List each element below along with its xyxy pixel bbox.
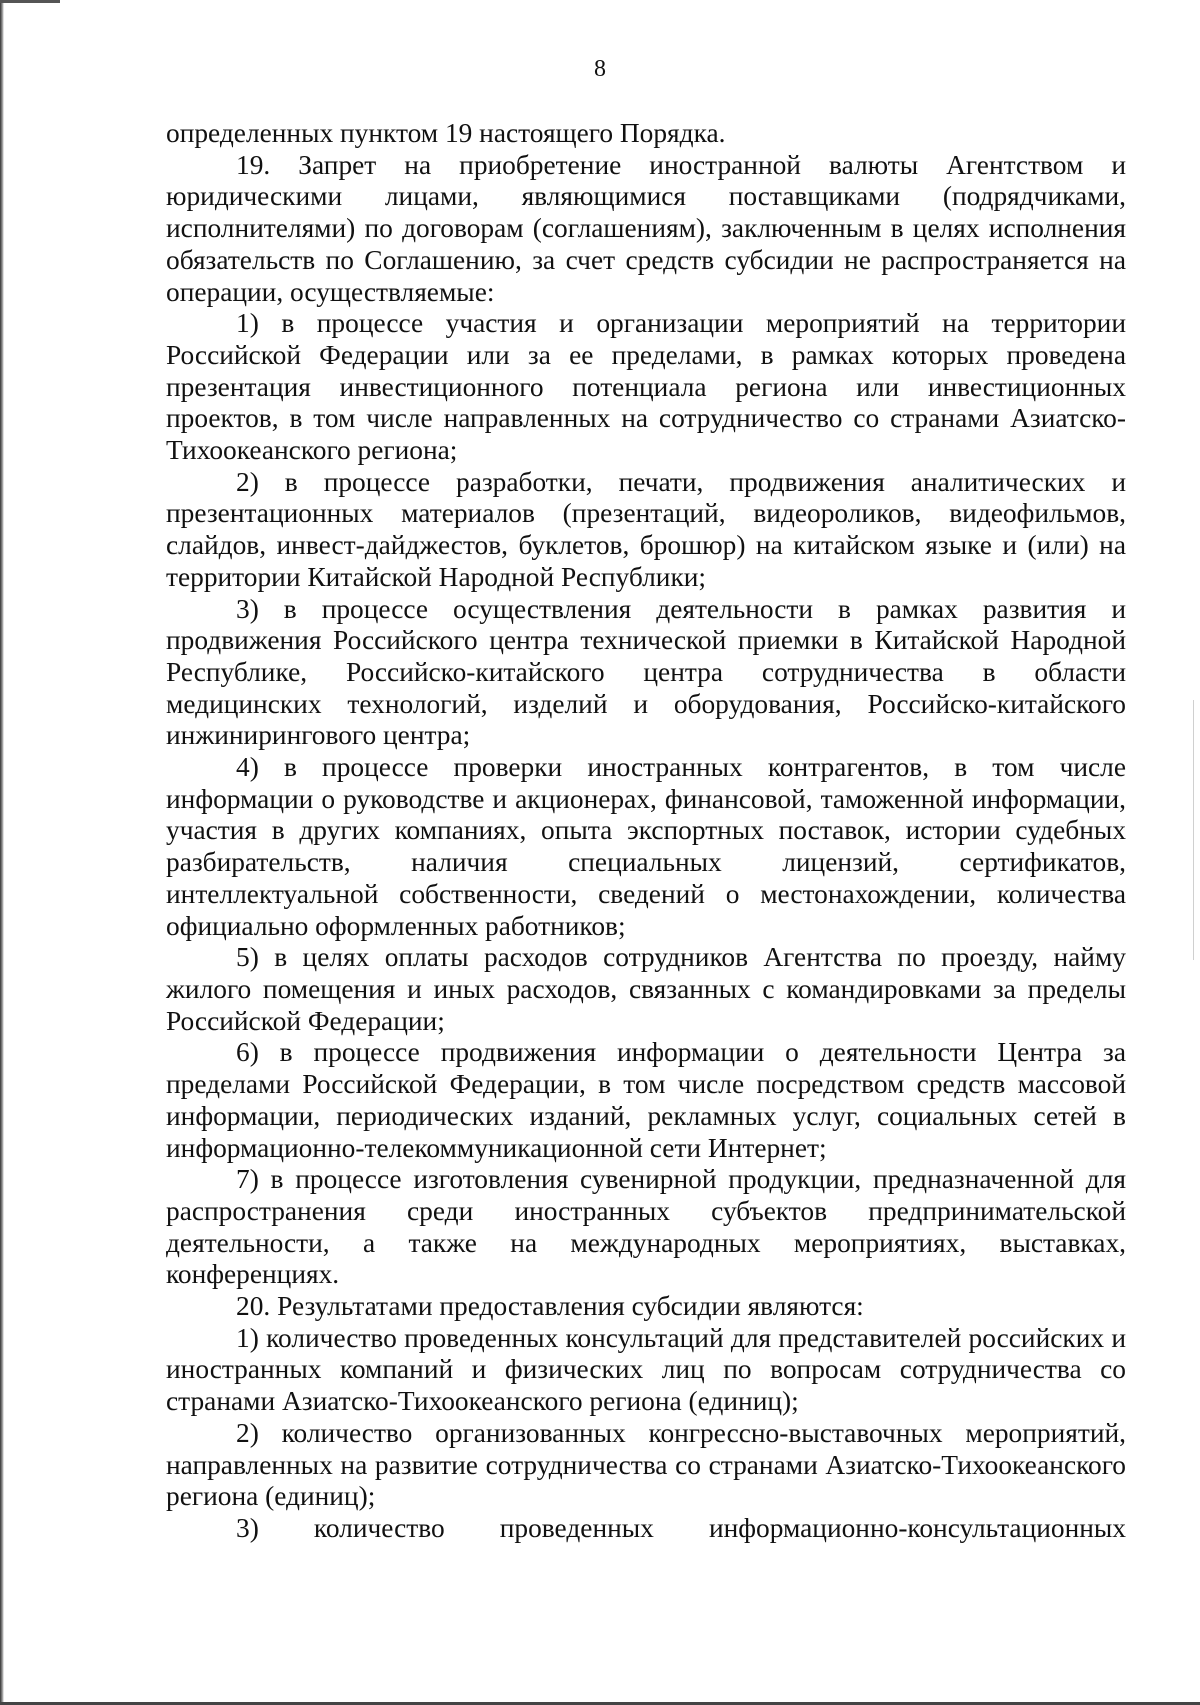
document-body	[166, 118, 1126, 1545]
list-item-19-2: 2) в процессе разработки, печати, продвижения аналитических и презентационных материалов (презентаций, видеороликов, видеофильмов, слайдов, инвест-дайджестов, буклетов, брошюр) на китайском языке и (или) на территории Китайской Народной Республики;	[166, 466, 1126, 592]
list-item-19-4: 4) в процессе проверки иностранных контрагентов, в том числе информации о руководстве и акционерах, финансовой, таможенной информации, участия в других компаниях, опыта экспортных поставок, истории судебных разбирательств, наличия специальных лицензий, сертификатов, интеллектуальной собственности, сведений о местонахождении, количества официально оформленных работников;	[166, 752, 1126, 941]
scan-edge-right	[1193, 700, 1194, 960]
list-item-20-2: 2) количество организованных конгрессно-выставочных мероприятий, направленных на развитие сотрудничества со странами Азиатско-Тихоокеанского региона (единиц);	[166, 1417, 1126, 1512]
page-number: 8	[594, 56, 606, 82]
list-item-20-1: 1) количество проведенных консультаций для представителей российских и иностранных компаний и физических лиц по вопросам сотрудничества со странами Азиатско-Тихоокеанского региона (единиц);	[166, 1322, 1126, 1417]
list-item-19-6: 6) в процессе продвижения информации о деятельности Центра за пределами Российской Федерации, в том числе посредством средств массовой информации, периодических изданий, рекламных услуг, социальных сетей в информационно-телекоммуникационной сети Интернет;	[166, 1037, 1126, 1163]
paragraph-19: 19. Запрет на приобретение иностранной валюты Агентством и юридическими лицами, являющимися поставщиками (подрядчиками, исполнителями) по договорам (соглашениям), заключенным в целях исполнения обязательств по Соглашению, за счет средств субсидии не распространяется на операции, осуществляемые:	[166, 149, 1126, 307]
list-item-19-7: 7) в процессе изготовления сувенирной продукции, предназначенной для распространения среди иностранных субъектов предпринимательской деятельности, а также на международных мероприятиях, выставках, конференциях.	[166, 1164, 1126, 1290]
list-item-19-5: 5) в целях оплаты расходов сотрудников Агентства по проезду, найму жилого помещения и иных расходов, связанных с командировками за пределы Российской Федерации;	[166, 942, 1126, 1036]
list-item-19-1: 1) в процессе участия и организации мероприятий на территории Российской Федерации или за ее пределами, в рамках которых проведена презентация инвестиционного потенциала региона или инвестиционных проектов, в том числе направленных на сотрудничество со странами Азиатско-Тихоокеанского региона;	[166, 308, 1126, 466]
list-item-19-3: 3) в процессе осуществления деятельности в рамках развития и продвижения Российского центра технической приемки в Китайской Народной Республике, Российско-китайского центра сотрудничества в области медицинских технологий, изделий и оборудования, Российско-китайского инжинирингового центра;	[166, 593, 1126, 751]
scan-edge-left	[0, 0, 4, 1705]
list-item-20-3: 3) количество проведенных информационно-консультационных	[236, 1512, 1126, 1543]
scan-edge-top	[0, 0, 60, 3]
paragraph-continuation: определенных пунктом 19 настоящего Порядка.	[166, 118, 726, 148]
paragraph-20: 20. Результатами предоставления субсидии являются:	[236, 1291, 864, 1322]
